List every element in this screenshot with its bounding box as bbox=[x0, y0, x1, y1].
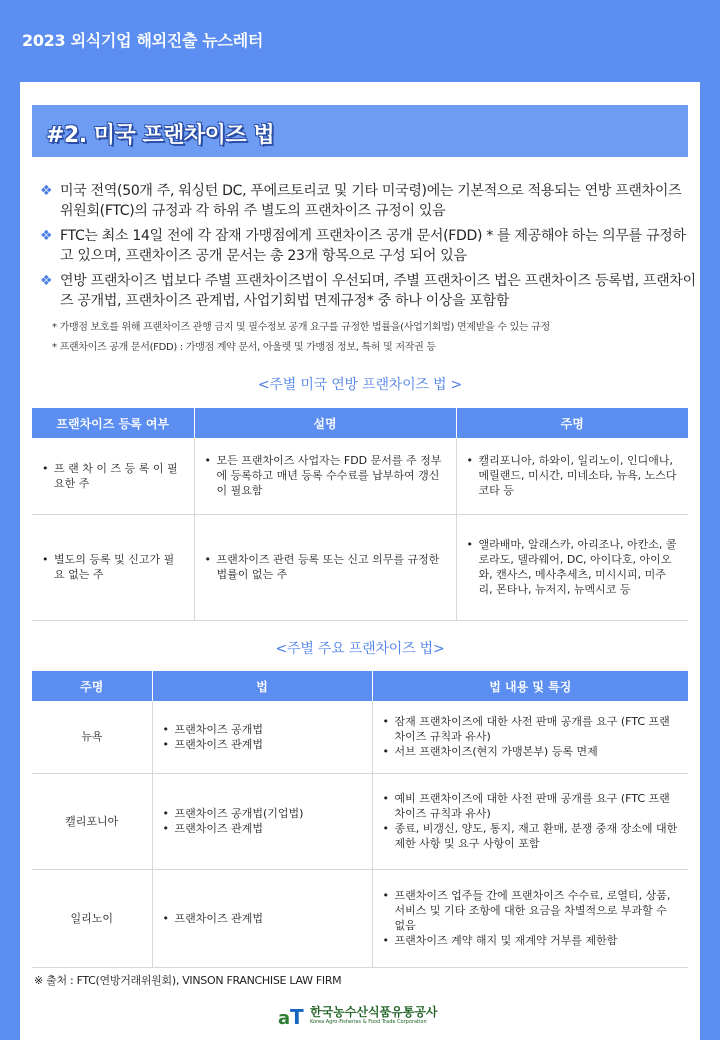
table-cell bbox=[372, 773, 688, 869]
cell-text: • 프랜차이즈 관계법 bbox=[163, 911, 362, 926]
column-header: 주명 bbox=[456, 408, 688, 438]
table-row bbox=[32, 701, 688, 773]
diamond-bullet-icon: ❖ bbox=[40, 228, 53, 244]
table-header-row bbox=[32, 408, 688, 438]
column-header: 법 bbox=[152, 671, 372, 701]
table-cell bbox=[194, 438, 456, 514]
state-cell: 캘리포니아 bbox=[32, 773, 152, 869]
cell-text: • 프 랜 차 이 즈 등 록 이 필요한 주 bbox=[42, 461, 184, 491]
cell-text: • 프랜차이즈 관계법 bbox=[163, 821, 362, 836]
cell-text: • 모든 프랜차이즈 사업자는 FDD 문서를 주 정부에 등록하고 매년 등록 수수료를 납부하여 갱신이 필요함 bbox=[205, 453, 446, 498]
table-cell bbox=[372, 701, 688, 773]
footnote: * 가맹점 보호를 위해 프랜차이즈 관행 금지 및 필수정보 공개 요구를 규정한 법률을(사업기회법) 면제받을 수 있는 규정 bbox=[52, 322, 550, 333]
section-header bbox=[32, 105, 688, 157]
bullet-text: 연방 프랜차이즈 법보다 주별 프랜차이즈법이 우선되며, 주별 프랜차이즈 법은 프랜차이즈 등록법, 프랜차이즈 공개법, 프랜차이즈 관계법, 사업기회법 면제규정* 중 하나 이상을 포함함 bbox=[60, 273, 696, 309]
column-header: 주명 bbox=[32, 671, 152, 701]
top-banner bbox=[0, 0, 720, 82]
column-header: 설명 bbox=[194, 408, 456, 438]
table-row bbox=[32, 869, 688, 967]
table-cell bbox=[32, 514, 194, 620]
footnote: * 프랜차이즈 공개 문서(FDD) : 가맹점 계약 문서, 아울렛 및 가맹점 정보, 특허 및 저작권 등 bbox=[52, 342, 436, 353]
footnotes bbox=[52, 318, 692, 358]
cell-text: • 앨라배마, 알래스카, 아리조나, 아칸소, 콜로라도, 델라웨어, DC, 아이다호, 아이오와, 캔사스, 메사추세츠, 미시시피, 미주리, 몬타나, 뉴저지, 뉴멕시코 등 bbox=[467, 537, 679, 597]
table-cell bbox=[372, 869, 688, 967]
table2-title: <주별 주요 프랜차이즈 법> bbox=[275, 641, 445, 657]
column-header: 프랜차이즈 등록 여부 bbox=[32, 408, 194, 438]
bullet-list bbox=[36, 181, 696, 316]
diamond-bullet-icon: ❖ bbox=[40, 273, 53, 289]
newsletter-title: 2023 외식기업 해외진출 뉴스레터 bbox=[22, 31, 264, 50]
cell-text: • 프랜차이즈 공개법(기업법) bbox=[163, 806, 362, 821]
section-title: #2. 미국 프랜차이즈 법 bbox=[46, 123, 275, 148]
cell-text: • 프랜차이즈 계약 해지 및 재계약 거부를 제한함 bbox=[383, 933, 679, 948]
table-cell bbox=[32, 438, 194, 514]
svg-text:a: a bbox=[278, 1008, 291, 1027]
table-cell bbox=[456, 514, 688, 620]
at-logo bbox=[278, 1004, 438, 1028]
bullet-item bbox=[36, 271, 696, 311]
cell-text: • 잠재 프랜차이즈에 대한 사전 판매 공개를 요구 (FTC 프랜차이즈 규칙과 유사) bbox=[383, 714, 679, 744]
column-header: 법 내용 및 특징 bbox=[372, 671, 688, 701]
cell-text: • 서브 프랜차이즈(현지 가맹본부) 등록 면제 bbox=[383, 744, 679, 759]
cell-text: • 프랜차이즈 관련 등록 또는 신고 의무를 규정한 법률이 없는 주 bbox=[205, 552, 446, 582]
cell-text: • 프랜차이즈 관계법 bbox=[163, 737, 362, 752]
table-cell bbox=[152, 869, 372, 967]
bullet-item bbox=[36, 181, 696, 221]
content-card bbox=[20, 82, 700, 1040]
table-row bbox=[32, 438, 688, 514]
cell-text: • 캘리포니아, 하와이, 일리노이, 인디애나, 메릴랜드, 미시간, 미네소타, 뉴욕, 노스다코타 등 bbox=[467, 453, 679, 498]
svg-text:T: T bbox=[290, 1005, 304, 1027]
table-cell bbox=[152, 701, 372, 773]
table-row bbox=[32, 514, 688, 620]
state-law-table bbox=[32, 671, 688, 968]
table-cell bbox=[152, 773, 372, 869]
table-row bbox=[32, 773, 688, 869]
source-note: ※ 출처 : FTC(연방거래위원회), VINSON FRANCHISE LAW FIRM bbox=[34, 974, 342, 987]
at-logo-icon bbox=[278, 1005, 306, 1027]
state-cell: 일리노이 bbox=[32, 869, 152, 967]
cell-text: • 별도의 등록 및 신고가 필요 없는 주 bbox=[42, 552, 184, 582]
cell-text: • 예비 프랜차이즈에 대한 사전 판매 공개를 요구 (FTC 프랜차이즈 규칙과 유사) bbox=[383, 791, 679, 821]
org-name-english: Korea Agro-Fisheries & Food Trade Corporation bbox=[310, 1019, 427, 1025]
cell-text: • 프랜차이즈 업주들 간에 프랜차이즈 수수료, 로열티, 상품, 서비스 및 기타 조항에 대한 요금을 차별적으로 부과할 수 없음 bbox=[383, 888, 679, 933]
federal-law-table bbox=[32, 408, 688, 621]
table-header-row bbox=[32, 671, 688, 701]
bullet-text: 미국 전역(50개 주, 워싱턴 DC, 푸에르토리코 및 기타 미국령)에는 기본적으로 적용되는 연방 프랜차이즈 위원회(FTC)의 규정과 각 하위 주 별도의 프랜차이즈 규정이 있음 bbox=[60, 183, 682, 219]
table-cell bbox=[194, 514, 456, 620]
table1-title: <주별 미국 연방 프랜차이즈 법 > bbox=[257, 377, 463, 393]
cell-text: • 프랜차이즈 공개법 bbox=[163, 722, 362, 737]
org-name-korean: 한국농수산식품유통공사 bbox=[310, 1005, 438, 1019]
bullet-item bbox=[36, 226, 696, 266]
cell-text: • 종료, 비갱신, 양도, 통지, 재고 환매, 분쟁 중재 장소에 대한 제한 사항 및 요구 사항이 포함 bbox=[383, 821, 679, 851]
diamond-bullet-icon: ❖ bbox=[40, 183, 53, 199]
bullet-text: FTC는 최소 14일 전에 각 잠재 가맹점에게 프랜차이즈 공개 문서(FDD) * 를 제공해야 하는 의무를 규정하고 있으며, 프랜차이즈 공개 문서는 총 23개 항목으로 구성 되어 있음 bbox=[60, 228, 686, 264]
table-cell bbox=[456, 438, 688, 514]
state-cell: 뉴욕 bbox=[32, 701, 152, 773]
